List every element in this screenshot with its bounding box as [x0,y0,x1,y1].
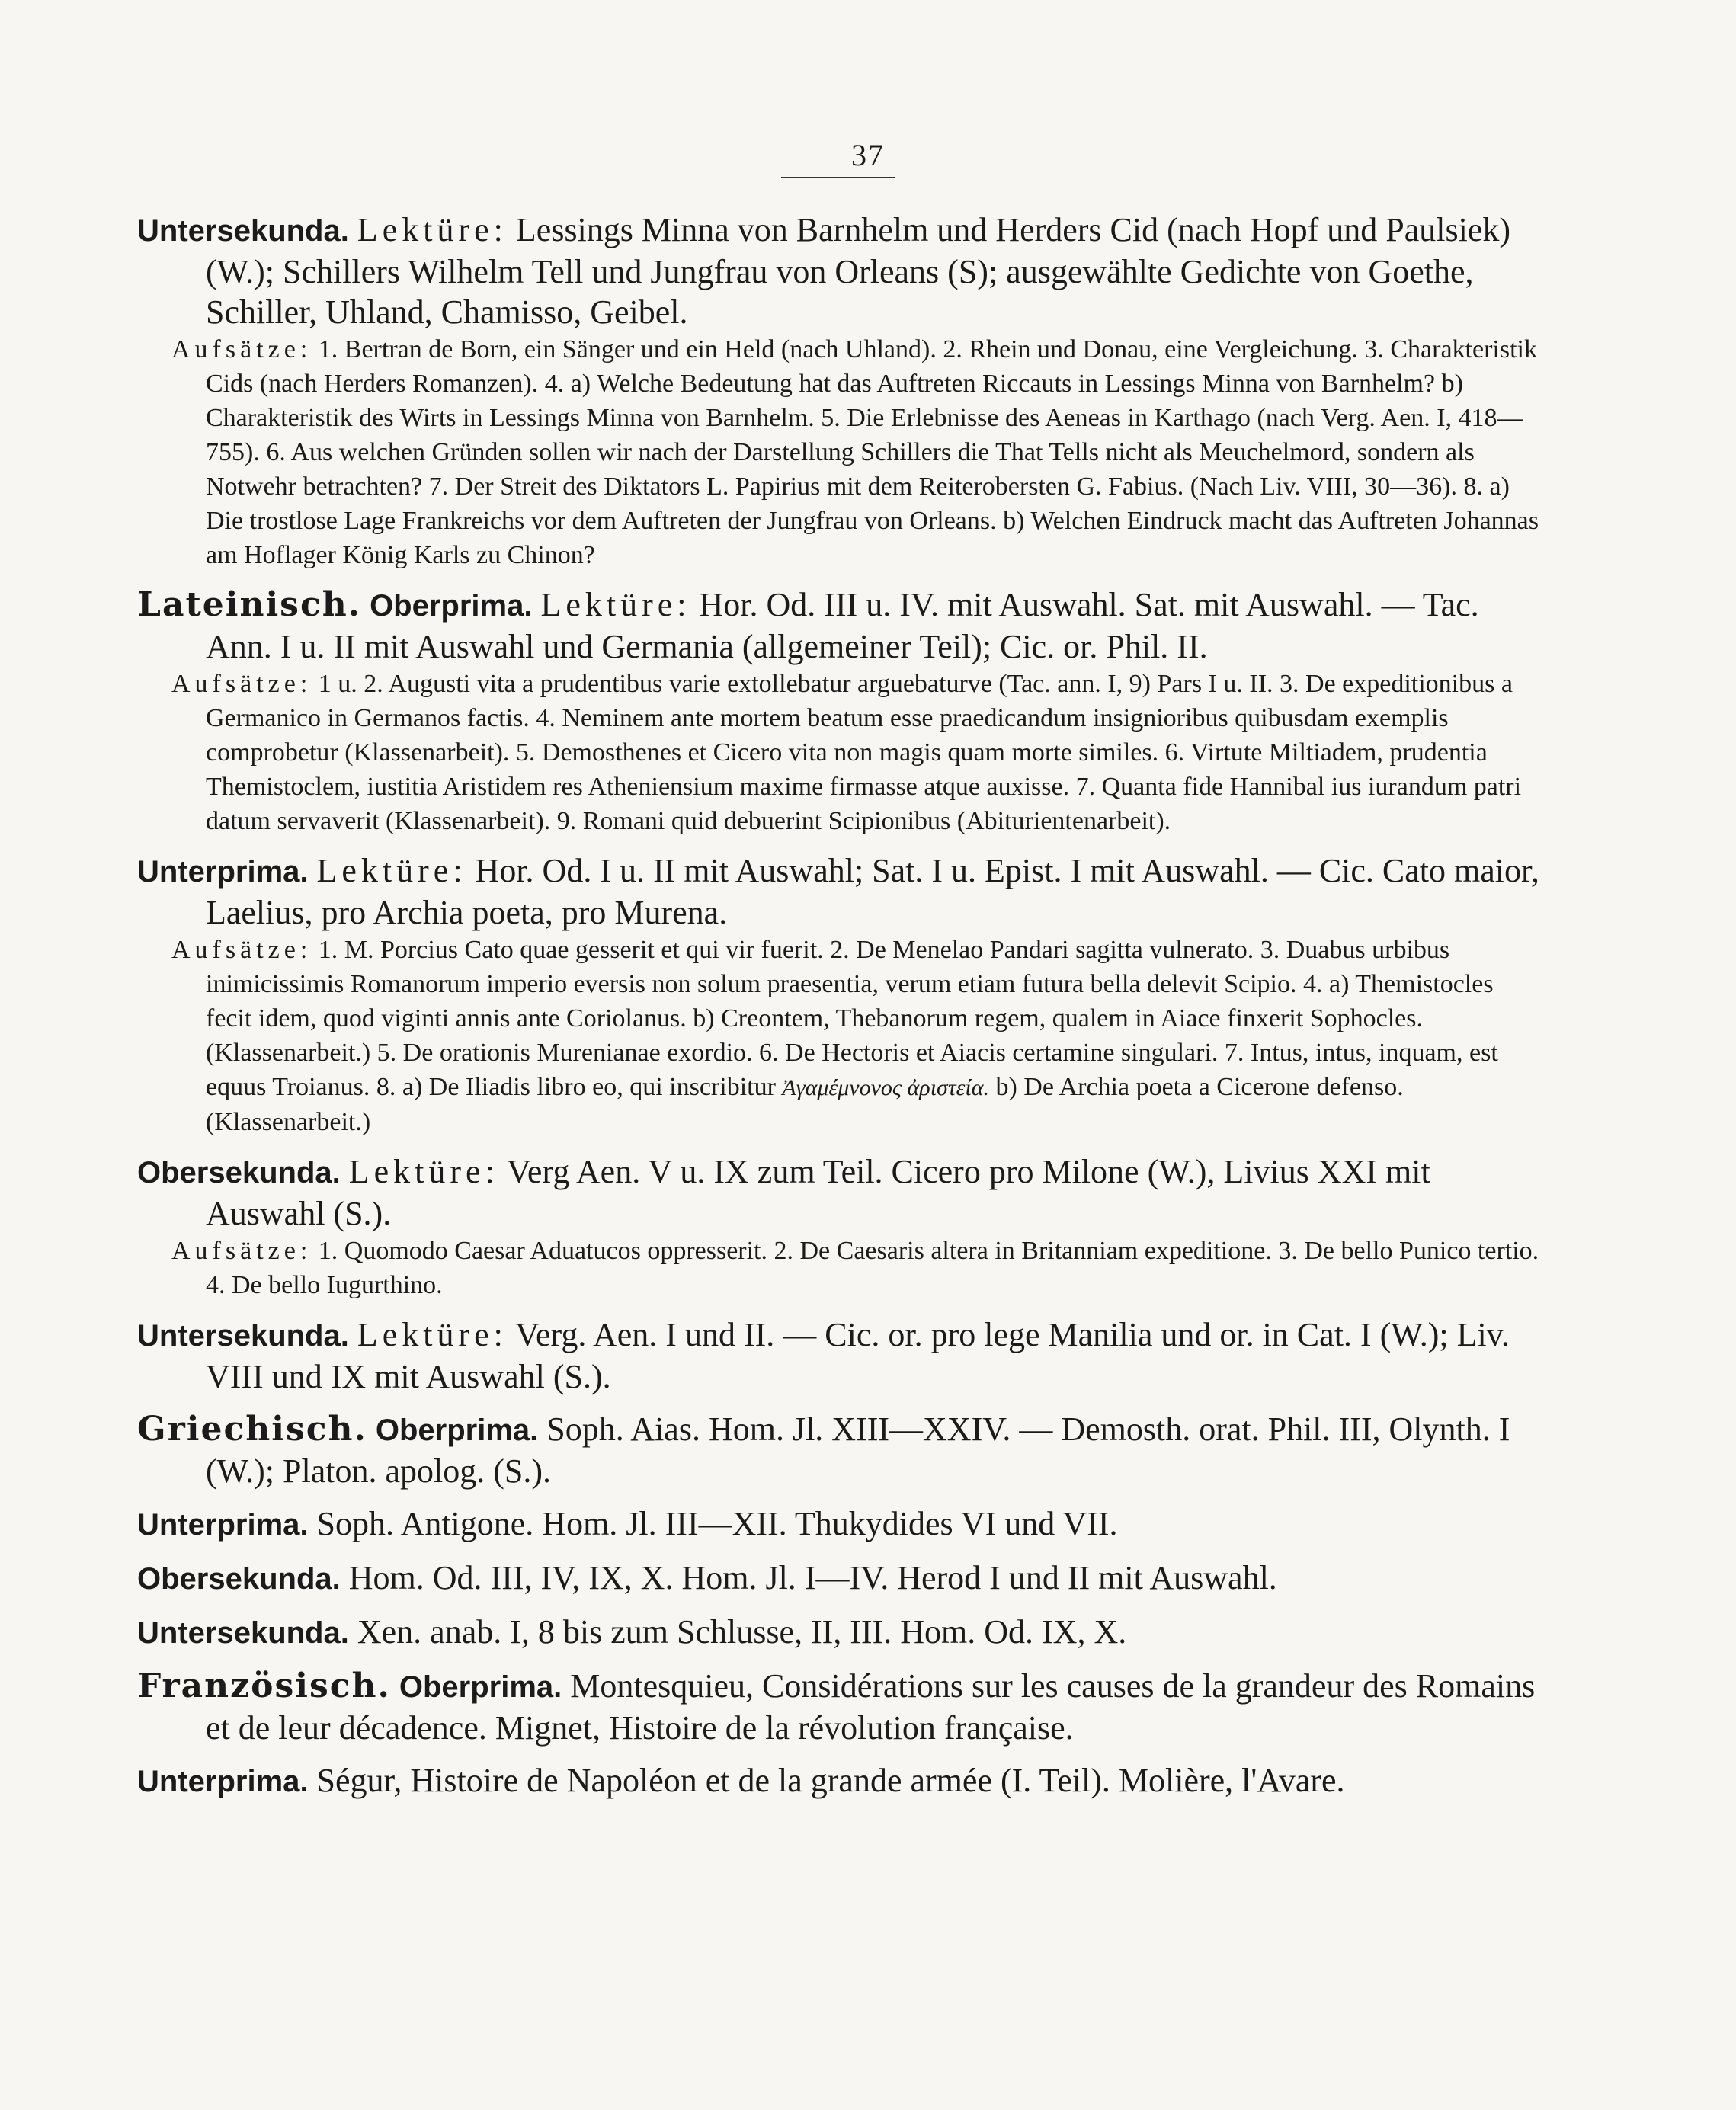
class-label: Untersekunda. [137,214,349,248]
entry-text: Verg. Aen. I und II. — Cic. or. pro lege Manilia und or. in Cat. I (W.); Liv. VIII und IX mit Auswahl (S.). [206,1316,1510,1395]
entry-griechisch-unterprima [137,1503,1539,1545]
section-label: Aufsätze: [171,670,312,698]
class-label: Obersekunda. [137,1562,341,1596]
class-label: Untersekunda. [137,1319,349,1353]
entry-text: Xen. anab. I, 8 bis zum Schlusse, II, III. Hom. Od. IX, X. [357,1613,1127,1651]
class-label: Oberprima. [375,1414,539,1447]
entry-text: 1. Bertran de Born, ein Sänger und ein Held (nach Uhland). 2. Rhein und Donau, eine Vergleichung. 3. Charakteristik Cids (nach Herders Romanzen). 4. a) Welche Bedeutung hat das Auftreten Riccauts in Lessings Minna von Barnhelm? b) Charakteristik des Wirts in Lessings Minna von Barnhelm. 5. Die Erlebnisse des Aeneas in Karthago (nach Verg. Aen. I, 418—755). 6. Aus welchen Gründen sollen wir nach der Darstellung Schillers die That Tells nicht als Meuchelmord, sondern als Notwehr betrachten? 7. Der Streit des Diktators L. Papirius mit dem Reiterobersten G. Fabius. (Nach Liv. VIII, 30—36). 8. a) Die trostlose Lage Frankreichs vor dem Auftreten der Jungfrau von Orleans. b) Welchen Eindruck macht das Auftreten Johannas am Hoflager König Karls zu Chinon? [206,335,1539,569]
essays-latein-oberprima [137,667,1539,838]
page-body [137,210,1539,1802]
class-label: Oberprima. [370,589,533,623]
page-number-rule [781,177,895,178]
entry-griechisch-untersekunda [137,1612,1539,1654]
entry-text: Montesquieu, Considérations sur les causes de la grandeur des Romains et de leur décadence. Mignet, Histoire de la révolution française. [206,1667,1536,1747]
subject-heading: Lateinisch. [137,585,362,624]
entry-deutsch-untersekunda [137,210,1539,332]
entry-latein-untersekunda [137,1314,1539,1397]
entry-text: Verg Aen. V u. IX zum Teil. Cicero pro Milone (W.), Livius XXI mit Auswahl (S.). [206,1153,1430,1232]
entry-griechisch-oberprima [137,1409,1539,1491]
section-label: Lektüre: [357,1316,508,1353]
entry-latein-unterprima [137,850,1539,933]
entry-text: 1 u. 2. Augusti vita a prudentibus varie extollebatur arguebaturve (Tac. ann. I, 9) Pars I u. II. 3. De expeditionibus a Germanico in Germanos factis. 4. Neminem ante mortem beatum esse praedicandum insignioribus quibusdam exemplis comprobetur (Klassenarbeit). 5. Demosthenes et Cicero vita non magis quam morte similes. 6. Virtute Miltiadem, prudentia Themistoclem, iustitia Aristidem res Atheniensium maxime firmasse atque auxisse. 7. Quanta fide Hannibal ius iurandum patri datum servaverit (Klassenarbeit). 9. Romani quid debuerint Scipionibus (Abiturientenarbeit). [206,670,1522,835]
page-number: 37 [851,138,885,172]
entry-text-tail: b) De Archia poeta a Cicerone defenso. (Klassenarbeit.) [206,1073,1404,1136]
class-label: Unterprima. [137,1508,309,1542]
entry-latein-obersekunda [137,1151,1539,1234]
class-label: Untersekunda. [137,1616,349,1650]
entry-latein-oberprima [137,584,1539,667]
entry-franzoesisch-oberprima [137,1666,1539,1748]
essays-deutsch-untersekunda [137,332,1539,572]
entry-text: Hor. Od. III u. IV. mit Auswahl. Sat. mit Auswahl. — Tac. Ann. I u. II mit Auswahl und Germania (allgemeiner Teil); Cic. or. Phil. II. [206,586,1479,665]
entry-text: 1. M. Porcius Cato quae gesserit et qui vir fuerit. 2. De Menelao Pandari sagitta vulnerato. 3. Duabus urbibus inimicissimis Romanorum imperio eversis non solum praesentia, verum etiam futura bella delevit Scipio. 4. a) Themistocles fecit idem, quod viginti annis ante Coriolanus. b) Creontem, Thebanorum regem, qualem in Aiace finxerit Sophocles. (Klassenarbeit.) 5. De orationis Murenianae exordio. 6. De Hectoris et Aiacis certamine singulari. 7. Intus, intus, inquam, est equus Troianus. 8. a) De Iliadis libro eo, qui inscribitur [206,936,1498,1101]
essays-latein-obersekunda [137,1234,1539,1302]
section-label: Aufsätze: [171,335,312,363]
class-label: Unterprima. [137,1765,309,1798]
entry-text: Hom. Od. III, IV, IX, X. Hom. Jl. I—IV. Herod I und II mit Auswahl. [348,1559,1277,1596]
entry-griechisch-obersekunda [137,1558,1539,1599]
entry-text: Hor. Od. I u. II mit Auswahl; Sat. I u. Epist. I mit Auswahl. — Cic. Cato maior, Laelius, pro Archia poeta, pro Murena. [206,852,1539,931]
section-label: Lektüre: [540,586,691,623]
subject-heading: Französisch. [137,1667,391,1705]
essays-latein-unterprima [137,933,1539,1139]
section-label: Aufsätze: [171,936,312,964]
entry-franzoesisch-unterprima [137,1760,1539,1802]
section-label: Aufsätze: [171,1237,312,1265]
entry-text: 1. Quomodo Caesar Aduatucos oppresserit. 2. De Caesaris altera in Britanniam expeditione. 3. De bello Punico tertio. 4. De bello Iugurthino. [206,1237,1539,1299]
entry-text: Soph. Antigone. Hom. Jl. III—XII. Thukydides VI und VII. [316,1505,1118,1542]
class-label: Obersekunda. [137,1156,341,1189]
section-label: Lektüre: [357,211,508,248]
class-label: Unterprima. [137,855,309,889]
section-label: Lektüre: [348,1153,499,1190]
entry-text: Ségur, Histoire de Napoléon et de la grande armée (I. Teil). Molière, l'Avare. [316,1762,1345,1799]
subject-heading: Griechisch. [137,1410,367,1449]
class-label: Oberprima. [399,1670,562,1704]
entry-text: Lessings Minna von Barnhelm und Herders Cid (nach Hopf und Paulsiek) (W.); Schillers Wilhelm Tell und Jungfrau von Orleans (S); ausgewählte Gedichte von Goethe, Schiller, Uhland, Chamisso, Geibel. [206,211,1511,331]
section-label: Lektüre: [316,852,467,889]
entry-text: Soph. Aias. Hom. Jl. XIII—XXIV. — Demosth. orat. Phil. III, Olynth. I (W.); Platon. apolog. (S.). [206,1410,1510,1490]
greek-title: Ἀγαμέμνονος ἀριστεία. [782,1075,989,1100]
